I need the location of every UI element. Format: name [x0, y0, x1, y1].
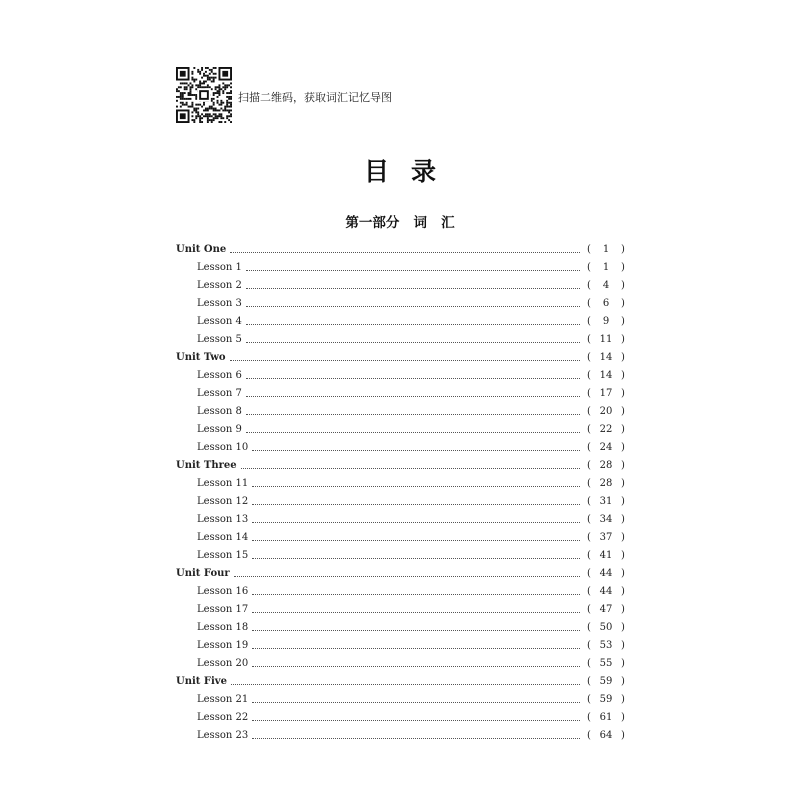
close-paren: )	[621, 334, 625, 345]
toc-entry-label: Lesson 23	[197, 730, 249, 741]
toc-entry-label: Lesson 13	[197, 514, 249, 525]
toc-lesson-row[interactable]	[176, 367, 626, 385]
close-paren: )	[621, 370, 625, 381]
open-paren: (	[587, 568, 591, 579]
toc-lesson-row[interactable]	[176, 529, 626, 547]
open-paren: (	[587, 640, 591, 651]
toc-lesson-row[interactable]	[176, 331, 626, 349]
close-paren: )	[621, 424, 625, 435]
page-number-value: 6	[602, 298, 610, 309]
toc-entry-label: Lesson 9	[197, 424, 242, 435]
toc-entry-label: Lesson 22	[197, 712, 249, 723]
page-number-value: 1	[602, 244, 610, 255]
dot-leader	[246, 413, 580, 415]
close-paren: )	[621, 406, 625, 417]
open-paren: (	[587, 694, 591, 705]
page-number-value: 64	[599, 730, 613, 741]
page-number-value: 47	[599, 604, 613, 615]
dot-leader	[252, 629, 580, 631]
page-number-value: 44	[599, 586, 613, 597]
toc-page-number	[580, 655, 626, 673]
dot-leader	[231, 683, 580, 685]
toc-page-number	[580, 295, 626, 313]
open-paren: (	[587, 316, 591, 327]
page-number-value: 28	[599, 478, 613, 489]
open-paren: (	[587, 334, 591, 345]
toc-entry-label: Lesson 1	[197, 262, 242, 273]
toc-lesson-row[interactable]	[176, 385, 626, 403]
close-paren: )	[621, 244, 625, 255]
dot-leader	[252, 539, 580, 541]
open-paren: (	[587, 388, 591, 399]
page-number-value: 61	[599, 712, 613, 723]
dot-leader	[246, 323, 580, 325]
toc-page-number	[580, 529, 626, 547]
dot-leader	[230, 359, 580, 361]
page-number-value: 55	[599, 658, 613, 669]
close-paren: )	[621, 712, 625, 723]
dot-leader	[234, 575, 580, 577]
toc-lesson-row[interactable]	[176, 493, 626, 511]
toc-page-number	[580, 709, 626, 727]
close-paren: )	[621, 604, 625, 615]
toc-page-number	[580, 457, 626, 475]
toc-lesson-row[interactable]	[176, 655, 626, 673]
open-paren: (	[587, 478, 591, 489]
toc-entry-label: Lesson 17	[197, 604, 249, 615]
toc-lesson-row[interactable]	[176, 475, 626, 493]
toc-lesson-row[interactable]	[176, 403, 626, 421]
dot-leader	[252, 485, 580, 487]
toc-page-number	[580, 349, 626, 367]
toc-lesson-row[interactable]	[176, 601, 626, 619]
toc-entry-label: Unit Four	[176, 568, 230, 579]
toc-entry-label: Lesson 14	[197, 532, 249, 543]
open-paren: (	[587, 460, 591, 471]
toc-entry-label: Lesson 3	[197, 298, 242, 309]
dot-leader	[252, 665, 580, 667]
dot-leader	[246, 305, 580, 307]
toc-page-number	[580, 421, 626, 439]
page-number-value: 50	[599, 622, 613, 633]
page-number-value: 24	[599, 442, 613, 453]
toc-page-number	[580, 511, 626, 529]
qr-code-graphic	[176, 67, 232, 123]
toc-lesson-row[interactable]	[176, 511, 626, 529]
toc-lesson-row[interactable]	[176, 277, 626, 295]
toc-entry-label: Lesson 2	[197, 280, 242, 291]
toc-entry-label: Unit Two	[176, 352, 226, 363]
open-paren: (	[587, 586, 591, 597]
close-paren: )	[621, 280, 625, 291]
close-paren: )	[621, 694, 625, 705]
open-paren: (	[587, 244, 591, 255]
page-number-value: 9	[602, 316, 610, 327]
close-paren: )	[621, 568, 625, 579]
close-paren: )	[621, 352, 625, 363]
toc-lesson-row[interactable]	[176, 295, 626, 313]
toc-entry-label: Lesson 19	[197, 640, 249, 651]
part-title: 第一部分 词 汇	[345, 215, 455, 231]
page-number-value: 59	[599, 676, 613, 687]
toc-lesson-row[interactable]	[176, 709, 626, 727]
open-paren: (	[587, 712, 591, 723]
page-title: 目录	[363, 157, 458, 186]
toc-lesson-row[interactable]	[176, 439, 626, 457]
toc-page-number	[580, 673, 626, 691]
open-paren: (	[587, 280, 591, 291]
open-paren: (	[587, 658, 591, 669]
page-number-value: 28	[599, 460, 613, 471]
toc-entry-label: Unit Five	[176, 676, 227, 687]
toc-page-number	[580, 601, 626, 619]
open-paren: (	[587, 514, 591, 525]
close-paren: )	[621, 388, 625, 399]
dot-leader	[230, 251, 580, 253]
page-number-value: 59	[599, 694, 613, 705]
toc-lesson-row[interactable]	[176, 547, 626, 565]
toc-entry-label: Lesson 15	[197, 550, 249, 561]
toc-page-number	[580, 277, 626, 295]
dot-leader	[252, 503, 580, 505]
toc-page-number	[580, 331, 626, 349]
dot-leader	[252, 647, 580, 649]
toc-entry-label: Unit Three	[176, 460, 237, 471]
dot-leader	[252, 701, 580, 703]
toc-entry-label: Unit One	[176, 244, 227, 255]
dot-leader	[246, 377, 580, 379]
dot-leader	[252, 449, 580, 451]
toc-lesson-row[interactable]	[176, 583, 626, 601]
open-paren: (	[587, 352, 591, 363]
toc-lesson-row[interactable]	[176, 313, 626, 331]
dot-leader	[246, 269, 580, 271]
toc-entry-label: Lesson 4	[197, 316, 242, 327]
close-paren: )	[621, 460, 625, 471]
toc-entry-label: Lesson 8	[197, 406, 242, 417]
open-paren: (	[587, 532, 591, 543]
page-number-value: 11	[599, 334, 613, 345]
open-paren: (	[587, 676, 591, 687]
page-number-value: 4	[602, 280, 610, 291]
dot-leader	[252, 737, 580, 739]
open-paren: (	[587, 424, 591, 435]
open-paren: (	[587, 550, 591, 561]
close-paren: )	[621, 298, 625, 309]
toc-page-number	[580, 241, 626, 259]
toc-entry-label: Lesson 6	[197, 370, 242, 381]
dot-leader	[246, 395, 580, 397]
toc-page-number	[580, 547, 626, 565]
dot-leader	[252, 557, 580, 559]
page-number-value: 17	[599, 388, 613, 399]
open-paren: (	[587, 622, 591, 633]
open-paren: (	[587, 406, 591, 417]
toc-entry-label: Lesson 20	[197, 658, 249, 669]
toc-lesson-row[interactable]	[176, 727, 626, 745]
toc-entry-label: Lesson 16	[197, 586, 249, 597]
dot-leader	[252, 521, 580, 523]
open-paren: (	[587, 262, 591, 273]
page-number-value: 14	[599, 352, 613, 363]
close-paren: )	[621, 262, 625, 273]
dot-leader	[246, 287, 580, 289]
toc-page-number	[580, 493, 626, 511]
dot-leader	[241, 467, 580, 469]
toc-unit-row[interactable]	[176, 673, 626, 691]
toc-page-number	[580, 367, 626, 385]
close-paren: )	[621, 532, 625, 543]
dot-leader	[252, 611, 580, 613]
toc-page-number	[580, 691, 626, 709]
open-paren: (	[587, 442, 591, 453]
close-paren: )	[621, 514, 625, 525]
close-paren: )	[621, 586, 625, 597]
toc-page-number	[580, 439, 626, 457]
page-number-value: 1	[602, 262, 610, 273]
toc-lesson-row[interactable]	[176, 619, 626, 637]
page-number-value: 34	[599, 514, 613, 525]
close-paren: )	[621, 442, 625, 453]
page-number-value: 22	[599, 424, 613, 435]
close-paren: )	[621, 550, 625, 561]
open-paren: (	[587, 298, 591, 309]
open-paren: (	[587, 370, 591, 381]
toc-unit-row[interactable]	[176, 565, 626, 583]
close-paren: )	[621, 676, 625, 687]
toc-page-number	[580, 259, 626, 277]
open-paren: (	[587, 496, 591, 507]
toc-entry-label: Lesson 5	[197, 334, 242, 345]
toc-entry-label: Lesson 21	[197, 694, 249, 705]
toc-page-number	[580, 727, 626, 745]
close-paren: )	[621, 640, 625, 651]
toc-lesson-row[interactable]	[176, 259, 626, 277]
page-number-value: 37	[599, 532, 613, 543]
dot-leader	[252, 593, 580, 595]
toc-page-number	[580, 619, 626, 637]
close-paren: )	[621, 622, 625, 633]
page-number-value: 14	[599, 370, 613, 381]
toc-page-number	[580, 475, 626, 493]
dot-leader	[252, 719, 580, 721]
toc-lesson-row[interactable]	[176, 691, 626, 709]
close-paren: )	[621, 496, 625, 507]
dot-leader	[246, 341, 580, 343]
toc-page-number	[580, 403, 626, 421]
page-number-value: 41	[599, 550, 613, 561]
toc-page-number	[580, 637, 626, 655]
page-number-value: 44	[599, 568, 613, 579]
toc-page-number	[580, 385, 626, 403]
toc-lesson-row[interactable]	[176, 421, 626, 439]
qr-code-icon[interactable]	[176, 67, 232, 123]
toc-page-number	[580, 565, 626, 583]
toc-unit-row[interactable]	[176, 457, 626, 475]
toc-entry-label: Lesson 18	[197, 622, 249, 633]
toc-entry-label: Lesson 10	[197, 442, 249, 453]
close-paren: )	[621, 658, 625, 669]
table-of-contents	[176, 241, 626, 745]
toc-entry-label: Lesson 7	[197, 388, 242, 399]
page-number-value: 53	[599, 640, 613, 651]
toc-page-number	[580, 313, 626, 331]
close-paren: )	[621, 478, 625, 489]
page-number-value: 20	[599, 406, 613, 417]
toc-unit-row[interactable]	[176, 241, 626, 259]
toc-lesson-row[interactable]	[176, 637, 626, 655]
toc-entry-label: Lesson 11	[197, 478, 249, 489]
open-paren: (	[587, 730, 591, 741]
toc-entry-label: Lesson 12	[197, 496, 249, 507]
toc-unit-row[interactable]	[176, 349, 626, 367]
close-paren: )	[621, 730, 625, 741]
dot-leader	[246, 431, 580, 433]
qr-caption: 扫描二维码，获取词汇记忆导图	[238, 91, 392, 104]
page-number-value: 31	[599, 496, 613, 507]
open-paren: (	[587, 604, 591, 615]
toc-page-number	[580, 583, 626, 601]
close-paren: )	[621, 316, 625, 327]
